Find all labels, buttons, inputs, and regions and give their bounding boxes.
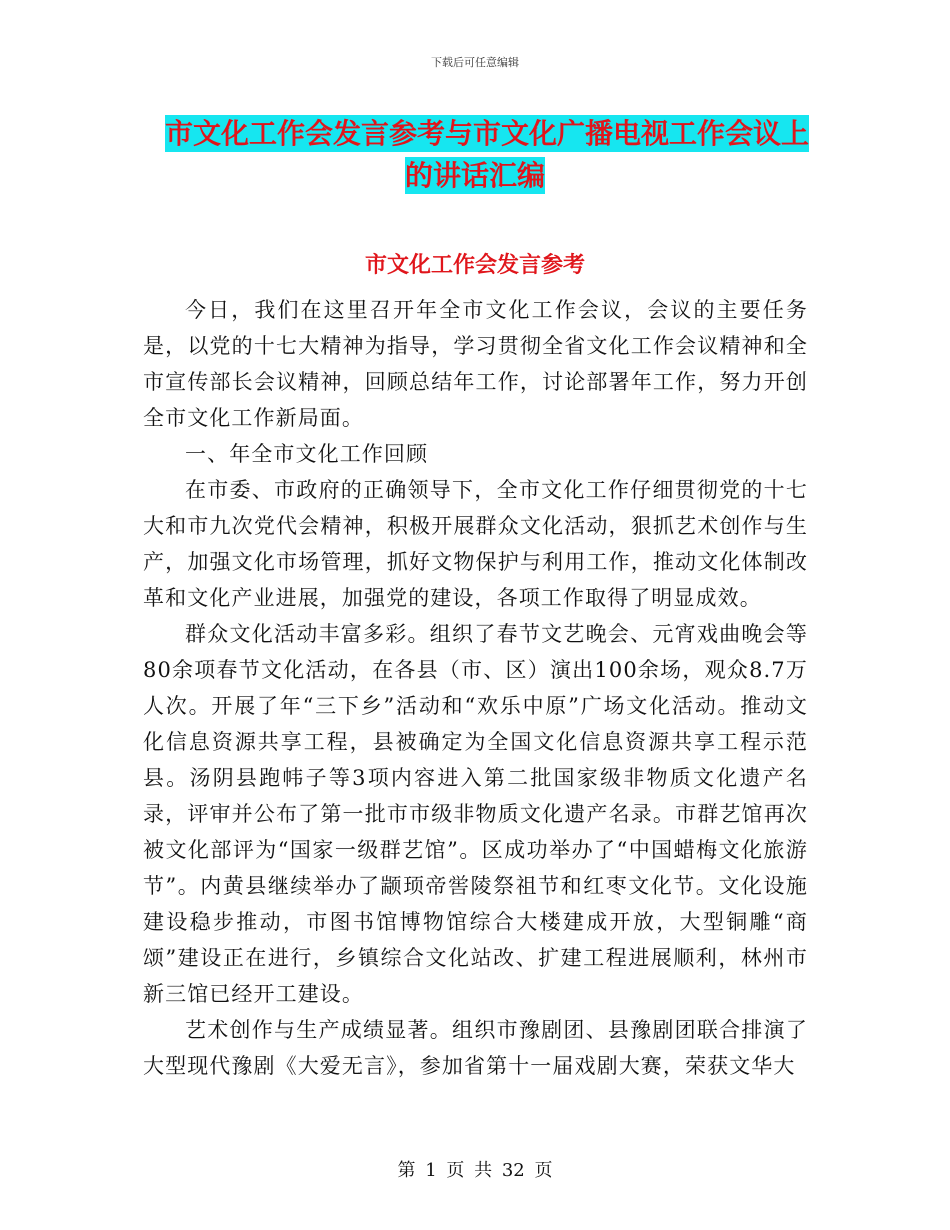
document-title-text-1: 市文化工作会发言参考与市文化广播电视工作会议上 [164,117,809,150]
header-note: 下载后可任意编辑 [431,56,519,69]
paragraph-heading-review: 一、年全市文化工作回顾 [185,442,429,466]
page-number: 第 1 页 共 32 页 [397,1160,553,1181]
paragraph-summary: 在市委、市政府的正确领导下，全市文化工作仔细贯彻党的十七大和市九次党代会精神，积极开展群众文化活动，狠抓艺术创作与生产，加强文化市场管理，抓好文物保护与利用工作，推动文化体制改革和文化产业进展，加强党的建设，各项工作取得了明显成效。 [143,478,808,610]
document-body [143,292,808,1084]
document-title-line-1 [12,116,950,152]
paragraph-art-creation: 艺术创作与生产成绩显著。组织市豫剧团、县豫剧团联合排演了大型现代豫剧《大爱无言》，参加省第十一届戏剧大赛，荣获文华大 [143,1018,808,1078]
paragraph-intro: 今日，我们在这里召开年全市文化工作会议，会议的主要任务是，以党的十七大精神为指导，学习贯彻全省文化工作会议精神和全市宣传部长会议精神，回顾总结年工作，讨论部署年工作，努力开创全市文化工作新局面。 [143,298,808,430]
paragraph-mass-culture: 群众文化活动丰富多彩。组织了春节文艺晚会、元宵戏曲晚会等80余项春节文化活动，在各县（市、区）演出100余场，观众8.7万人次。开展了年“三下乡”活动和“欢乐中原”广场文化活动。推动文化信息资源共享工程，县被确定为全国文化信息资源共享工程示范县。汤阴县跑帏子等3项内容进入第二批国家级非物质文化遗产名录，评审并公布了第一批市市级非物质文化遗产名录。市群艺馆再次被文化部评为“国家一级群艺馆”。区成功举办了“中国蜡梅文化旅游节”。内黄县继续举办了颛顼帝喾陵祭祖节和红枣文化节。文化设施建设稳步推动，市图书馆博物馆综合大楼建成开放，大型铜雕“商颂”建设正在进行，乡镇综合文化站改、扩建工程进展顺利，林州市新三馆已经开工建设。 [143,622,808,1006]
document-title-line-2 [0,158,950,194]
section-title: 市文化工作会发言参考 [364,253,585,278]
document-title-text-2: 的讲话汇编 [404,159,545,192]
